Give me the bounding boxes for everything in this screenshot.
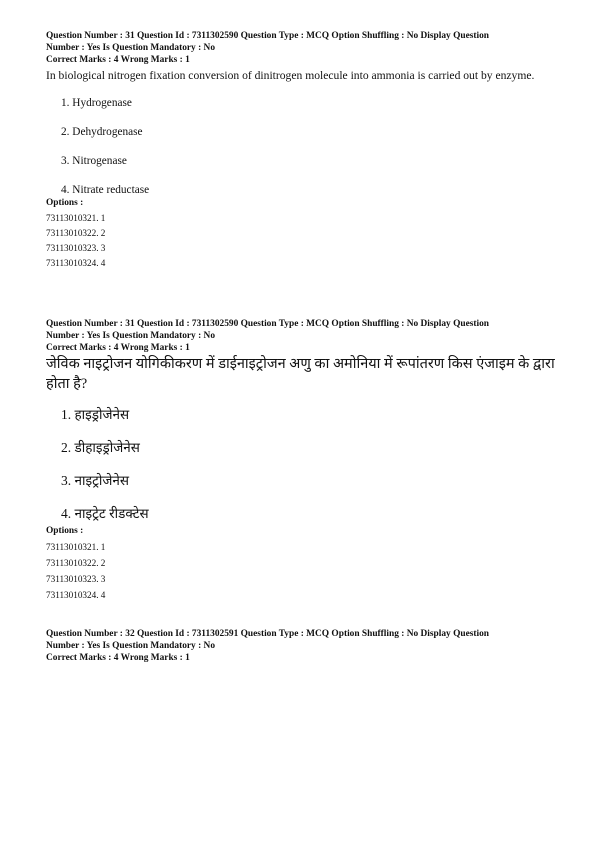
question-text: जेविक नाइट्रोजन योगिकीकरण में डाईनाइट्रोजन अणु का अमोनिया में रूपांतरण किस एंजाइम के द्वारा होता है? (46, 356, 555, 392)
option-4: 4. Nitrate reductase (61, 184, 150, 196)
question-header-line2: Number : Yes Is Question Mandatory : No (46, 331, 216, 341)
question-block-english (46, 30, 561, 269)
option-1: 1. Hydrogenase (61, 97, 132, 109)
options-label: Options : (46, 526, 84, 536)
question-header-line1: Question Number : 31 Question Id : 7311302590 Question Type : MCQ Option Shuffling : No Display Question (46, 31, 490, 41)
question-header-line2: Number : Yes Is Question Mandatory : No (46, 641, 216, 651)
option-2: 2. डीहाइड्रोजेनेस (61, 440, 140, 455)
question-marks: Correct Marks : 4 Wrong Marks : 1 (46, 343, 190, 353)
option-2: 2. Dehydrogenase (61, 126, 143, 138)
option-code: 73113010324. 4 (46, 258, 106, 268)
question-block-next (46, 628, 561, 664)
option-code: 73113010324. 4 (46, 590, 106, 600)
option-4: 4. नाइट्रेट रीडक्टेस (61, 506, 149, 521)
question-marks: Correct Marks : 4 Wrong Marks : 1 (46, 55, 190, 65)
option-3: 3. Nitrogenase (61, 155, 127, 167)
question-text: In biological nitrogen fixation conversion of dinitrogen molecule into ammonia is carried out by enzyme. (46, 69, 535, 82)
question-block-hindi (46, 318, 561, 601)
option-3: 3. नाइट्रोजेनेस (61, 473, 130, 488)
option-code: 73113010321. 1 (46, 542, 106, 552)
options-label: Options : (46, 198, 84, 208)
option-code: 73113010322. 2 (46, 228, 106, 238)
option-code: 73113010323. 3 (46, 574, 106, 584)
question-marks: Correct Marks : 4 Wrong Marks : 1 (46, 653, 190, 663)
question-header-line2: Number : Yes Is Question Mandatory : No (46, 43, 216, 53)
option-1: 1. हाइड्रोजेनेस (61, 407, 130, 422)
option-code: 73113010323. 3 (46, 243, 106, 253)
option-code: 73113010321. 1 (46, 213, 106, 223)
option-code: 73113010322. 2 (46, 558, 106, 568)
question-header-line1: Question Number : 32 Question Id : 7311302591 Question Type : MCQ Option Shuffling : No Display Question (46, 629, 490, 639)
question-header-line1: Question Number : 31 Question Id : 7311302590 Question Type : MCQ Option Shuffling : No Display Question (46, 319, 490, 329)
